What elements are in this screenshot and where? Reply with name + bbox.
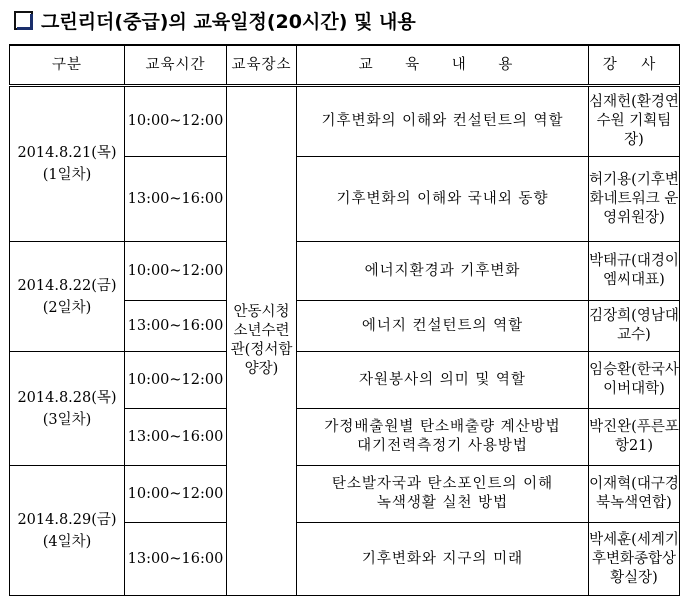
header-instructor: 강 사	[589, 45, 680, 86]
schedule-table	[9, 44, 680, 596]
header-gubun: 구분	[10, 45, 125, 86]
checkbox-bullet-icon	[14, 11, 33, 30]
header-time: 교육시간	[125, 45, 227, 86]
place-cell: 안동시청소년수련관(정서함양장)	[227, 86, 297, 596]
day-date: 2014.8.28(목)	[17, 389, 117, 406]
table-row	[10, 86, 680, 157]
session-instructor: 심재헌(환경연수원 기획팀장)	[589, 86, 680, 157]
header-place: 교육장소	[227, 45, 297, 86]
session-content: 기후변화와 지구의 미래	[297, 523, 589, 596]
header-content: 교 육 내 용	[297, 45, 589, 86]
session-instructor: 박진완(푸른포항21)	[589, 409, 680, 466]
title-bar	[14, 6, 416, 34]
day-cell	[10, 86, 125, 242]
session-content: 기후변화의 이해와 컨설턴트의 역할	[297, 86, 589, 157]
session-instructor: 허기용(기후변화네트워크 운영위원장)	[589, 157, 680, 242]
session-time: 13:00~16:00	[125, 523, 227, 596]
day-date: 2014.8.22(금)	[17, 277, 117, 294]
table-row	[10, 242, 680, 301]
session-content: 에너지환경과 기후변화	[297, 242, 589, 301]
day-date: 2014.8.29(금)	[17, 511, 117, 528]
session-time: 10:00~12:00	[125, 242, 227, 301]
session-time: 13:00~16:00	[125, 157, 227, 242]
day-date: 2014.8.21(목)	[17, 145, 117, 161]
session-instructor: 이재혁(대구경북녹색연합)	[589, 466, 680, 523]
session-time: 10:00~12:00	[125, 466, 227, 523]
session-time: 10:00~12:00	[125, 352, 227, 409]
day-cell	[10, 466, 125, 596]
session-time: 10:00~12:00	[125, 86, 227, 157]
session-instructor: 임승환(한국사이버대학)	[589, 352, 680, 409]
page-title: 그린리더(중급)의 교육일정(20시간) 및 내용	[41, 10, 416, 33]
session-content: 자원봉사의 의미 및 역할	[297, 352, 589, 409]
day-label: (1일차)	[42, 167, 92, 183]
header-row	[10, 45, 680, 86]
day-label: (3일차)	[42, 411, 92, 428]
day-label: (2일차)	[42, 299, 92, 316]
day-label: (4일차)	[42, 533, 92, 550]
session-content: 탄소발자국과 탄소포인트의 이해 녹색생활 실천 방법	[297, 466, 589, 523]
session-time: 13:00~16:00	[125, 301, 227, 352]
table-row	[10, 466, 680, 523]
session-instructor: 박세훈(세계기후변화종합상황실장)	[589, 523, 680, 596]
session-content: 가정배출원별 탄소배출량 계산방법 대기전력측정기 사용방법	[297, 409, 589, 466]
day-cell	[10, 242, 125, 352]
session-time: 13:00~16:00	[125, 409, 227, 466]
session-content: 기후변화의 이해와 국내외 동향	[297, 157, 589, 242]
session-instructor: 박태규(대경이엠씨대표)	[589, 242, 680, 301]
day-cell	[10, 352, 125, 466]
session-content: 에너지 컨설턴트의 역할	[297, 301, 589, 352]
table-row	[10, 352, 680, 409]
session-instructor: 김장희(영남대교수)	[589, 301, 680, 352]
